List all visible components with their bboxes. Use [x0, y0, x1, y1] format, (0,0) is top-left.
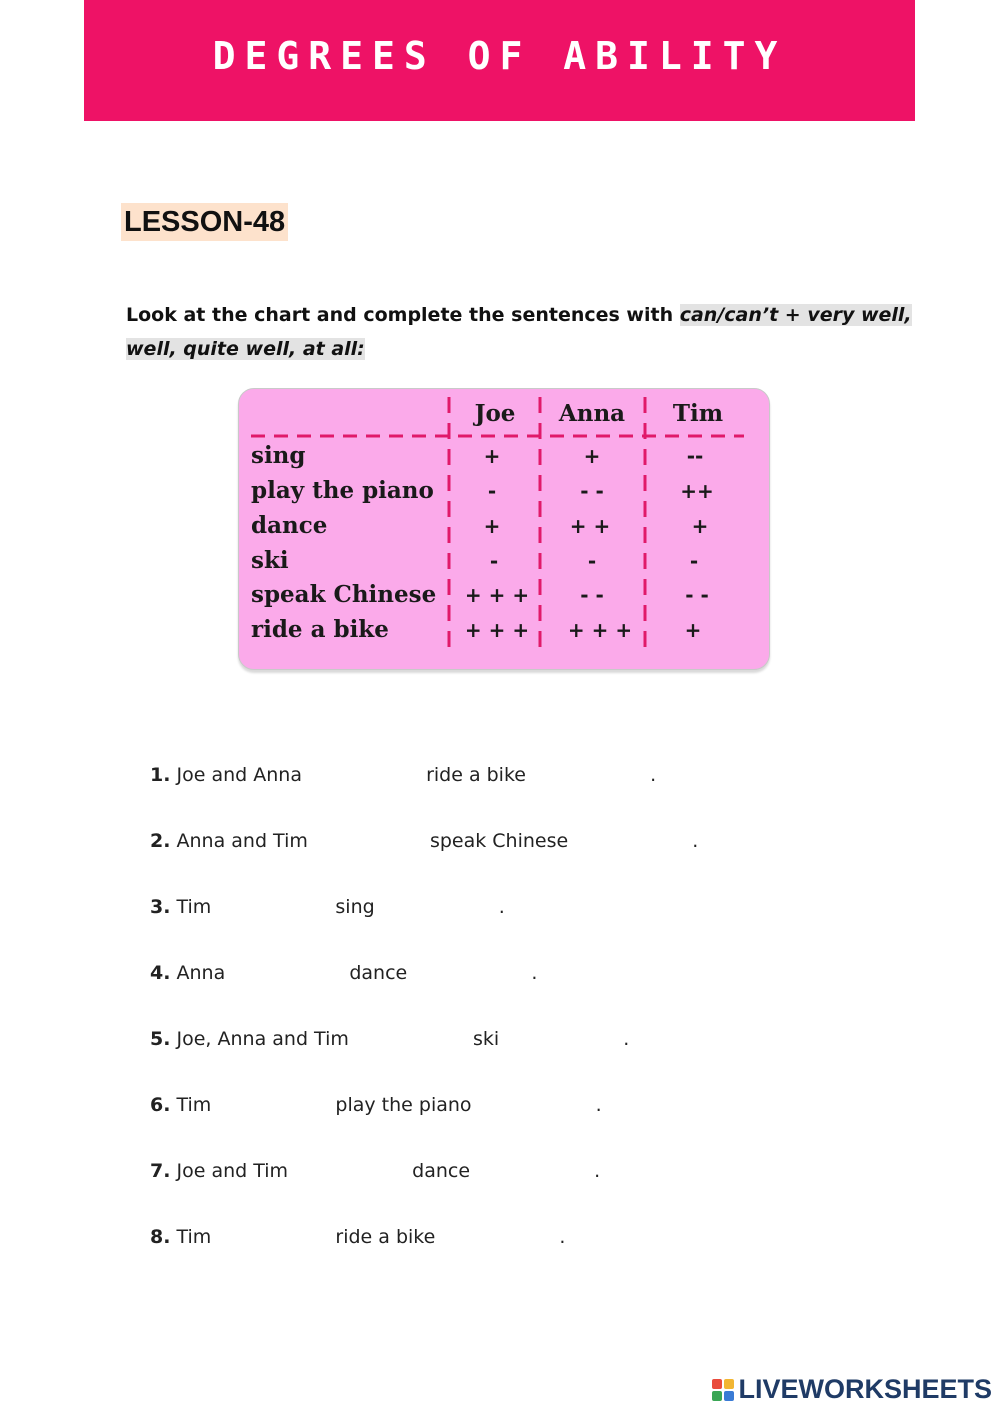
sentence-subject: Anna [176, 962, 226, 984]
mark-joe: + + + [464, 583, 530, 607]
sentence-end: . [595, 1094, 602, 1116]
sentence-number: 3. [150, 896, 171, 918]
sentence-subject: Joe, Anna and Tim [176, 1028, 349, 1050]
sentence-number: 1. [150, 764, 171, 786]
mark-tim: + [684, 618, 702, 642]
mark-joe: + + + [464, 618, 530, 642]
instruction-plain: Look at the chart and complete the sentences with [126, 304, 680, 326]
sentence-end: . [623, 1028, 630, 1050]
brand-name: LIVEWORKSHEETS [738, 1374, 992, 1404]
mark-anna: + + [569, 514, 611, 538]
sentence-verb: ski [472, 1028, 500, 1050]
sentence-item [150, 1156, 600, 1186]
sentence-number: 5. [150, 1028, 171, 1050]
sentence-verb: dance [349, 962, 408, 984]
sentence-number: 2. [150, 830, 171, 852]
mark-anna: + + + [567, 618, 633, 642]
mark-tim: + [691, 514, 709, 538]
mark-joe: - [489, 549, 499, 573]
sentence-subject: Tim [176, 1094, 212, 1116]
instruction-highlight: can/can’t + very well, well, quite well, at all: [126, 304, 912, 360]
mark-anna: + [583, 444, 601, 468]
sentence-subject: Anna and Tim [176, 830, 308, 852]
mark-tim: - - [685, 583, 709, 607]
row-label: dance [251, 512, 328, 539]
sentence-item [150, 760, 656, 790]
row-label: sing [251, 442, 306, 469]
sentence-verb: ride a bike [426, 764, 526, 786]
instruction-text [126, 298, 926, 366]
row-label: speak Chinese [251, 581, 437, 608]
sentence-subject: Joe and Tim [176, 1160, 289, 1182]
sentence-verb: ride a bike [335, 1226, 436, 1248]
sentence-end: . [559, 1226, 566, 1248]
sentence-verb: dance [412, 1160, 471, 1182]
col-header-anna: Anna [558, 400, 626, 427]
sentence-end: . [692, 830, 699, 852]
col-header-joe: Joe [474, 400, 516, 427]
sentence-item [150, 958, 537, 988]
mark-tim: ++ [680, 479, 714, 503]
mark-anna: - [587, 549, 597, 573]
sentence-subject: Tim [176, 1226, 212, 1248]
sentence-end: . [650, 764, 657, 786]
mark-joe: + [483, 444, 501, 468]
sentence-number: 7. [150, 1160, 171, 1182]
mark-joe: + [483, 514, 501, 538]
sentence-item [150, 1222, 565, 1252]
sentence-verb: speak Chinese [429, 830, 569, 852]
sentence-item [150, 1024, 629, 1054]
sentence-verb: play the piano [335, 1094, 472, 1116]
sentence-subject: Joe and Anna [176, 764, 302, 786]
mark-anna: - - [580, 583, 604, 607]
mark-tim: -- [686, 444, 704, 468]
liveworksheets-logo[interactable] [712, 1374, 992, 1405]
sentence-end: . [531, 962, 538, 984]
sentence-item [150, 1090, 602, 1120]
sentence-item [150, 826, 698, 856]
sentence-number: 8. [150, 1226, 171, 1248]
sentence-number: 6. [150, 1094, 171, 1116]
sentence-item [150, 892, 505, 922]
mark-anna: - - [580, 479, 604, 503]
sentence-subject: Tim [176, 896, 212, 918]
mark-joe: - [487, 479, 497, 503]
ability-chart [238, 388, 770, 670]
lesson-label: LESSON-48 [121, 203, 288, 241]
sentence-verb: sing [335, 896, 375, 918]
page-title: DEGREES OF ABILITY [212, 33, 787, 78]
logo-squares-icon [712, 1379, 734, 1401]
row-label: ski [251, 547, 289, 574]
row-label: ride a bike [251, 616, 389, 643]
title-banner [84, 0, 915, 121]
mark-tim: - [689, 549, 699, 573]
sentence-number: 4. [150, 962, 171, 984]
col-header-tim: Tim [672, 400, 724, 427]
sentence-end: . [594, 1160, 601, 1182]
sentence-end: . [498, 896, 505, 918]
row-label: play the piano [251, 477, 434, 504]
